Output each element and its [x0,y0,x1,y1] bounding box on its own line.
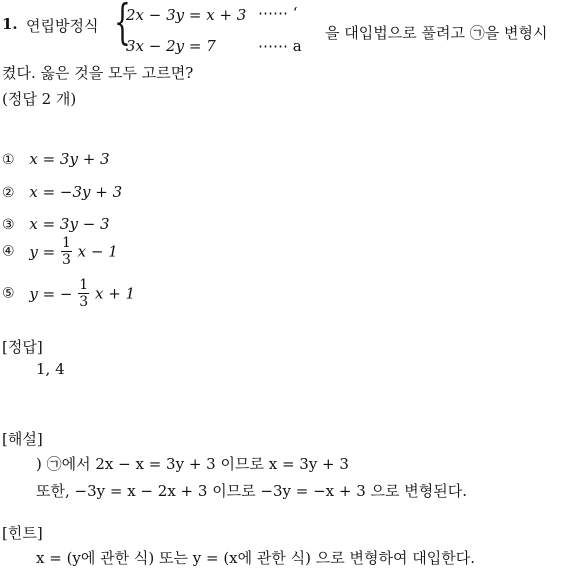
choice-3[interactable] [2,215,110,233]
equation-2-tag: ⋯⋯ a [258,37,302,55]
choice-lhs: y = [29,242,56,261]
question-line-3: (정답 2 개) [2,90,77,108]
question-line-2: 켰다. 옳은 것을 모두 고르면? [2,64,194,82]
hint-line-1: x = (y에 관한 식) 또는 y = (x에 관한 식) 으로 변형하여 대입한다. [36,549,475,567]
explanation-line-2: 또한, −3y = x − 2x + 3 이므로 −3y = −x + 3 으로 변형된다. [36,482,468,500]
explanation-label: [해설] [2,430,43,448]
equation-1-tag: ⋯⋯ ‘ [258,4,298,22]
equation-2: 3x − 2y = 7 [126,37,216,55]
explanation-line-1: ) ㉠에서 2x − x = 3y + 3 이므로 x = 3y + 3 [36,455,349,473]
choice-rest: x − 1 [77,242,118,261]
choice-marker: ④ [2,243,15,260]
choice-text: x = 3y + 3 [29,150,110,168]
fraction [61,236,72,267]
fraction-denominator: 3 [79,294,89,310]
choice-marker: ③ [2,217,15,233]
choice-2[interactable] [2,183,122,201]
fraction [78,278,89,309]
fraction-numerator: 1 [79,277,89,293]
choice-5[interactable] [2,278,135,309]
choice-text: x = 3y − 3 [29,215,110,233]
choice-marker: ② [2,185,15,201]
choice-lhs: y = − [29,284,73,303]
hint-label: [힌트] [2,524,43,542]
choice-rest: x + 1 [94,284,136,303]
choice-marker: ⑤ [2,285,15,302]
choice-text: x = −3y + 3 [29,183,123,201]
question-suffix: 을 대입법으로 풀려고 ㉠을 변형시 [325,24,548,42]
answer-label: [정답] [2,338,43,356]
equation-1: 2x − 3y = x + 3 [126,6,247,24]
answer-value: 1, 4 [36,360,65,378]
choice-1[interactable] [2,150,110,168]
question-number: 1. [2,15,18,33]
fraction-numerator: 1 [61,235,71,251]
choice-4[interactable] [2,236,118,267]
system-brace: { [114,0,131,50]
choice-marker: ① [2,152,15,168]
fraction-denominator: 3 [61,252,71,268]
question-prefix: 연립방정식 [26,17,99,35]
